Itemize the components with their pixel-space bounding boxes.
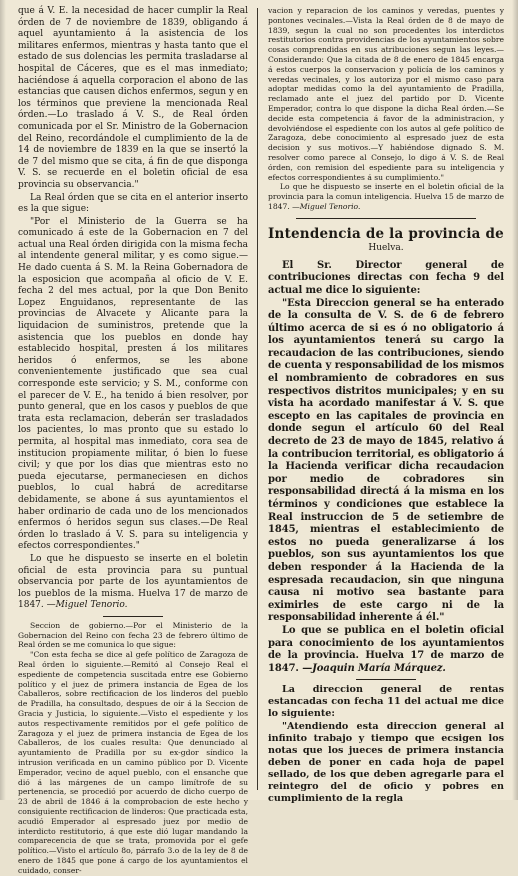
paragraph: "Esta Direccion general se ha enterado de la consulta de V. S. de 6 de febrero último acerca de si es ó no obligatorio á los ayuntamientos tenerá su cargo la recaudacion de las contribuciones, siendo de cuenta y responsabilidad de los mismos el nombramiento de cobradores en sus respectivos distritos municipales; y en su vista ha acordado manifestar á V. S. que escepto en las capitales de provincia en donde segun el artículo 60 del Real decreto de 23 de mayo de 1845, relativo á la contribucion territorial, es obligatorio á la Hacienda verificar dicha recaudacion por medio de cobradores sin responsabilidad directá á la misma en los términos y condiciones que establece la Real instruccion de 5 de setiembre de 1845, mientras el establecimiento de estos no pueda generalizarse á los pueblos, son sus ayuntamientos los que deben responder á la Hacienda de la espresada recaudacion, sin que ninguna causa ni motivo sea bastante para eximirles de este cargo ni de la responsabilidad inherente á él." <box>268 297 504 624</box>
small-text-section <box>18 621 248 876</box>
paragraph: que á V. E. la necesidad de hacer cumplir la Real órden de 7 de noviembre de 1839, obligando á aquel ayuntamiento á la asistencia de los militares enfermos, mientras y hasta tanto que el estado de sus dolencias les permita trasladarse al hospital de Cáceres, que es el mas inmediato; haciéndose á aquella corporacion el abono de las estancias que causen dichos enfermos, segun y en los términos que previene la mencionada Real órden.—Lo traslado á V. S., de Real órden comunicada por el Sr. Ministro de la Gobernacion del Reino, recordándole el cumplimiento de la de 14 de noviembre de 1839 en la que se insertó la de 7 del mismo que se cita, á fin de que disponga V. S. se recuerde en el boletin oficial de esa provincia su observancia." <box>18 6 249 190</box>
paragraph: La Real órden que se cita en el anterior inserto es la que sigue: <box>18 192 248 215</box>
final-section <box>268 684 504 805</box>
paragraph-text: Lo que he dispuesto se inserte en el boletin oficial de la provincia para la comun inteligencia. Huelva 15 de marzo de 1847. <box>268 182 504 211</box>
small-text-section <box>268 6 504 212</box>
page-right-shadow <box>512 0 518 800</box>
signature: —Miguel Tenorio. <box>46 600 128 611</box>
section-divider <box>296 218 476 219</box>
right-column <box>268 6 504 805</box>
paragraph: La direccion general de rentas estancadas con fecha 11 del actual me dice lo siguiente: <box>268 684 504 720</box>
signature-text: Miguel Tenorio. <box>55 600 128 611</box>
paragraph-text: Lo que se publica en el boletin oficial para conocimiento de los ayuntamientos de la provincia. Huelva 17 de marzo de 1847. <box>268 624 504 674</box>
signature: —Miguel Tenorio. <box>292 201 361 211</box>
paragraph-text: Lo que he dispuesto se inserte en el boletin oficial de esta provincia para su puntual observancia por parte de los ayuntamientos de los pueblos de la misma. Huelva 17 de marzo de 1847. <box>18 553 248 611</box>
paragraph <box>268 182 504 211</box>
paragraph: vacion y reparacion de los caminos y veredas, puentes y pontones vecinales.—Vista la Real órden de 8 de mayo de 1839, segun la cual no son procedentes los interdictos restitutorios contra providencias de los ayuntamientos sobre cosas comprendidas en sus atribuciones segun las leyes.—Considerando: Que la citada de 8 de enero de 1845 encarga á estos cuerpos la conservacion y policía de los caminos y veredas vecinales, y los autoriza por el mismo caso para adoptar medidas como la del ayuntamiento de Pradilla, reclamado ante el juez del partido por D. Vicente Emperador, contra lo que dispone la dicha Real órden.—Se decide esta competencia á favor de la administracion, y devolviéndose el espediente con los autos al gefe político de Zaragoza, debe conocimiento al espresado juez de esta decision y sus motivos.—Y habiéndose dignado S. M. resolver como parece al Consejo, lo digo á V. S. de Real órden, con remision del espediente para su inteligencia y efectos correspondientes á su cumplimiento." <box>268 6 504 182</box>
signature-text: Joaquin María Márquez. <box>312 662 446 674</box>
paragraph <box>18 554 248 612</box>
paragraph: Seccion de gobierno.—Por el Ministerio de la Gobernacion del Reino con fecha 23 de febrero último de Real órden se me comunica lo que sigue: <box>18 620 248 650</box>
paragraph: "Con esta fecha se dice al gefe político de Zaragoza de Real órden lo siguiente.—Remitó al Consejo Real el espediente de competencia suscitada entre ese Gobierno político y el juez de primera instancia de Egea de los Caballeros, sobre rectificacion de los linderos del pueblo de Pradilla, ha consultado, despues de oir á la Seccion de Gracia y Justicia, lo siguiente.—Visto el espediente y los autos respectivamente remitidos por el gefe político de Zaragoza y el juez de primera instancia de Egea de los Caballeros, de los cuales resulta: Que denunciado al ayuntamiento de Pradilla por su ex-gdor síndico la intrusion verificada en un camino público por D. Vicente Emperador, vecino de aquel pueblo, con el ensanche que dió á las márgenes de un campo limítrofe de su pertenencia, se procedió por acuerdo de dicho cuerpo de 23 de abril de 1846 á la comprobacion de este hecho y consiguiente rectificacion de linderos: Que practicada esta, acudió Emperador al espresado juez por medio de interdicto restitutorio, á que este dió lugar mandando la comparecencia de que se trata, promovida por el gefe político.—Visto el artículo 8o, párrafo 3.o de la ley de 8 de enero de 1845 que pone á cargo de los ayuntamientos el cuidado, conser- <box>18 650 248 875</box>
section-subheading: Huelva. <box>368 242 404 253</box>
left-column <box>18 6 249 875</box>
divider <box>356 679 416 680</box>
signature: —Joaquin María Márquez. <box>302 662 446 674</box>
page-left-shadow <box>0 0 6 800</box>
paragraph: "Por el Ministerio de la Guerra se ha comunicado á este de la Gobernacion en 7 del actual una Real órden dirigida con la misma fecha al intendente general militar, y es como sigue.—He dado cuenta á S. M. la Reina Gobernadora de la esposicion que acompaña al oficio de V. E. fecha 2 del mes actual, por la que Don Benito Lopez Enguidanos, representante de las provincias de Alvacete y Alicante para la liquidacion de suministros, pretende que la asistencia que los pueblos en donde hay establecido hospital, presten á los militares heridos ó enfermos, se les abone convenientemente justificado que sea cual corresponde este servicio; y S. M., conforme con el parecer de V. E., ha tenido á bien resolver, por punto general, que en los casos y pueblos de que trata esta reclamacion, deberán ser trasladados los pacientes, lo mas pronto que su estado lo permita, al hospital mas inmediato, cora sea de institucion propiamente militar, ó bien lo fuese civil; y que por los dias que mientras esto no pueda ejecutarse, permaneciesen en dichos pueblos, lo cual habrá de acreditarse debidamente, se abone á sus ayuntamientos el haber ordinario de cada uno de los mencionados enfermos ó heridos segun sus clases.—De Real órden lo traslado á V. S. para su inteligencia y efectos correspondientes." <box>18 216 248 552</box>
paragraph: "Atendiendo esta direccion general al infinito trabajo y tiempo que ecsigen los notas que los jueces de primera instancia deben de poner en cada hoja de papel sellado, de los que deben agregarle para el reintegro del de oficio y pobres en cumplimiento de la regla <box>268 721 504 805</box>
bold-body-section <box>268 260 504 676</box>
column-rule <box>257 8 258 790</box>
signature-text: Miguel Tenorio. <box>299 201 361 211</box>
section-heading: Intendencia de la provincia de <box>268 225 504 242</box>
divider <box>103 616 163 617</box>
paragraph <box>268 625 504 675</box>
paragraph: El Sr. Director general de contribuciones directas con fecha 9 del actual me dice lo siguiente: <box>268 259 504 296</box>
